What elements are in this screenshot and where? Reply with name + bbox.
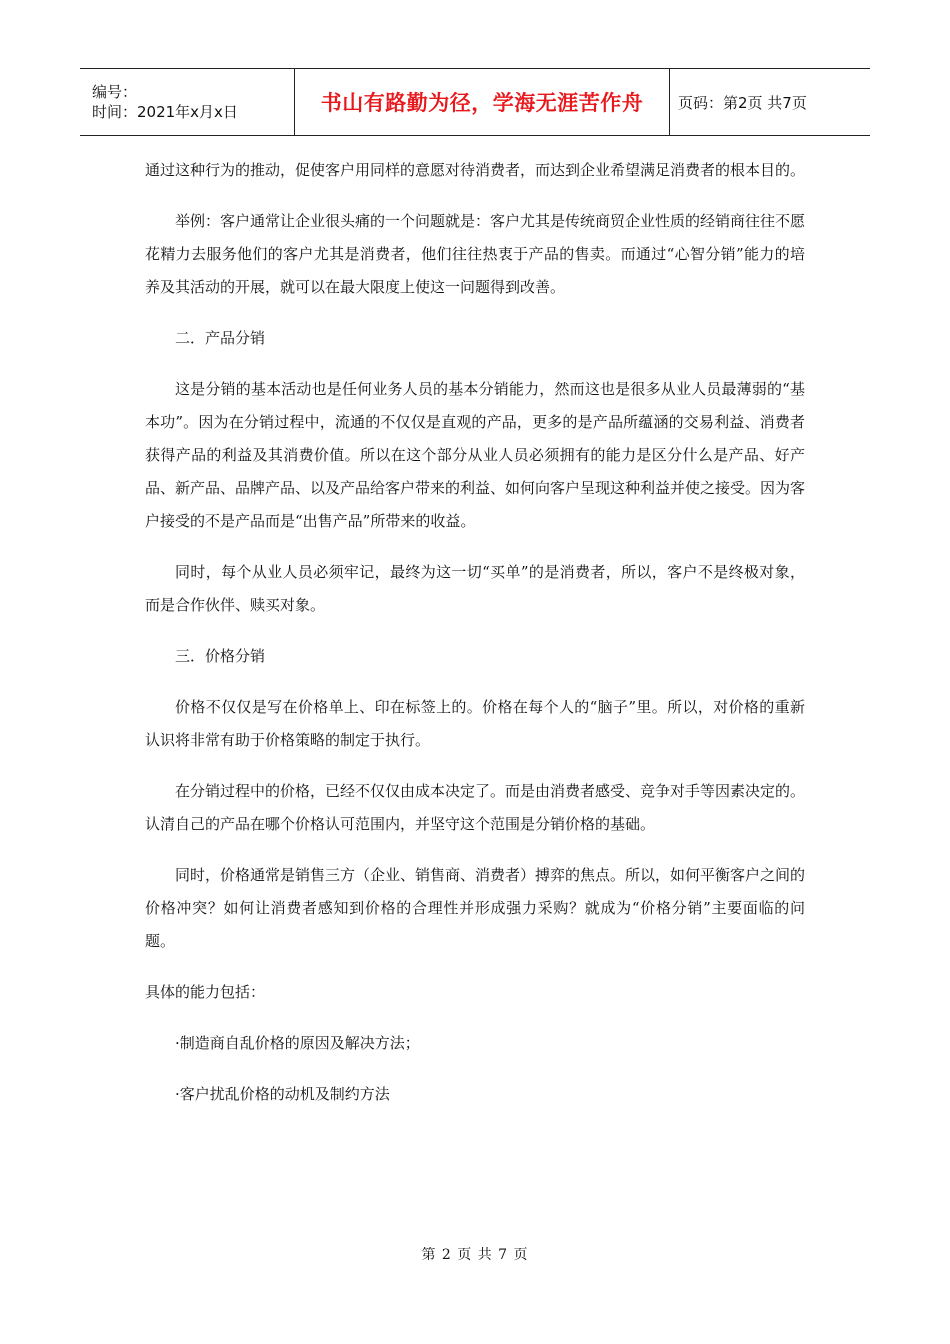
document-body — [145, 154, 805, 1129]
section-heading-product-distribution: 二．产品分销 — [175, 329, 266, 347]
document-time-label: 时间：2021年x月x日 — [92, 103, 238, 121]
section-heading-price-distribution: 三．价格分销 — [175, 647, 266, 665]
paragraph: 具体的能力包括： — [145, 983, 266, 1001]
header-motto: 书山有路勤为径，学海无涯苦作舟 — [295, 69, 670, 135]
header-page-code: 页码：第2页 共7页 — [678, 93, 807, 112]
list-item: ·制造商自乱价格的原因及解决方法； — [175, 1034, 420, 1052]
page-header — [80, 68, 870, 136]
paragraph: 在分销过程中的价格，已经不仅仅由成本决定了。而是由消费者感受、竞争对手等因素决定的。认清自己的产品在哪个价格认可范围内，并坚守这个范围是分销价格的基础。 — [145, 782, 806, 833]
header-meta — [80, 69, 295, 135]
list-item: ·客户扰乱价格的动机及制约方法 — [175, 1085, 390, 1103]
paragraph: 同时，每个从业人员必须牢记，最终为这一切“买单”的是消费者，所以，客户不是终极对象，而是合作伙伴、赎买对象。 — [145, 563, 805, 614]
paragraph: 价格不仅仅是写在价格单上、印在标签上的。价格在每个人的“脑子”里。所以，对价格的重新认识将非常有助于价格策略的制定于执行。 — [145, 698, 805, 749]
page-footer: 第 2 页 共 7 页 — [421, 1247, 529, 1263]
paragraph: 同时，价格通常是销售三方（企业、销售商、消费者）搏弈的焦点。所以，如何平衡客户之间的价格冲突？如何让消费者感知到价格的合理性并形成强力采购？就成为“价格分销”主要面临的问题。 — [145, 866, 806, 950]
document-number-label: 编号： — [92, 83, 138, 101]
paragraph: 这是分销的基本活动也是任何业务人员的基本分销能力，然而这也是很多从业人员最薄弱的“基本功”。因为在分销过程中，流通的不仅仅是直观的产品，更多的是产品所蕴涵的交易利益、消费者获得产品的利益及其消费价值。所以在这个部分从业人员必须拥有的能力是区分什么是产品、好产品、新产品、品牌产品、以及产品给客户带来的利益、如何向客户呈现这种利益并使之接受。因为客户接受的不是产品而是“出售产品”所带来的收益。 — [145, 380, 806, 530]
paragraph: 举例：客户通常让企业很头痛的一个问题就是：客户尤其是传统商贸企业性质的经销商往往不愿花精力去服务他们的客户尤其是消费者，他们往往热衷于产品的售卖。而通过“心智分销”能力的培养及其活动的开展，就可以在最大限度上使这一问题得到改善。 — [145, 212, 806, 296]
paragraph: 通过这种行为的推动，促使客户用同样的意愿对待消费者，而达到企业希望满足消费者的根本目的。 — [145, 161, 806, 179]
